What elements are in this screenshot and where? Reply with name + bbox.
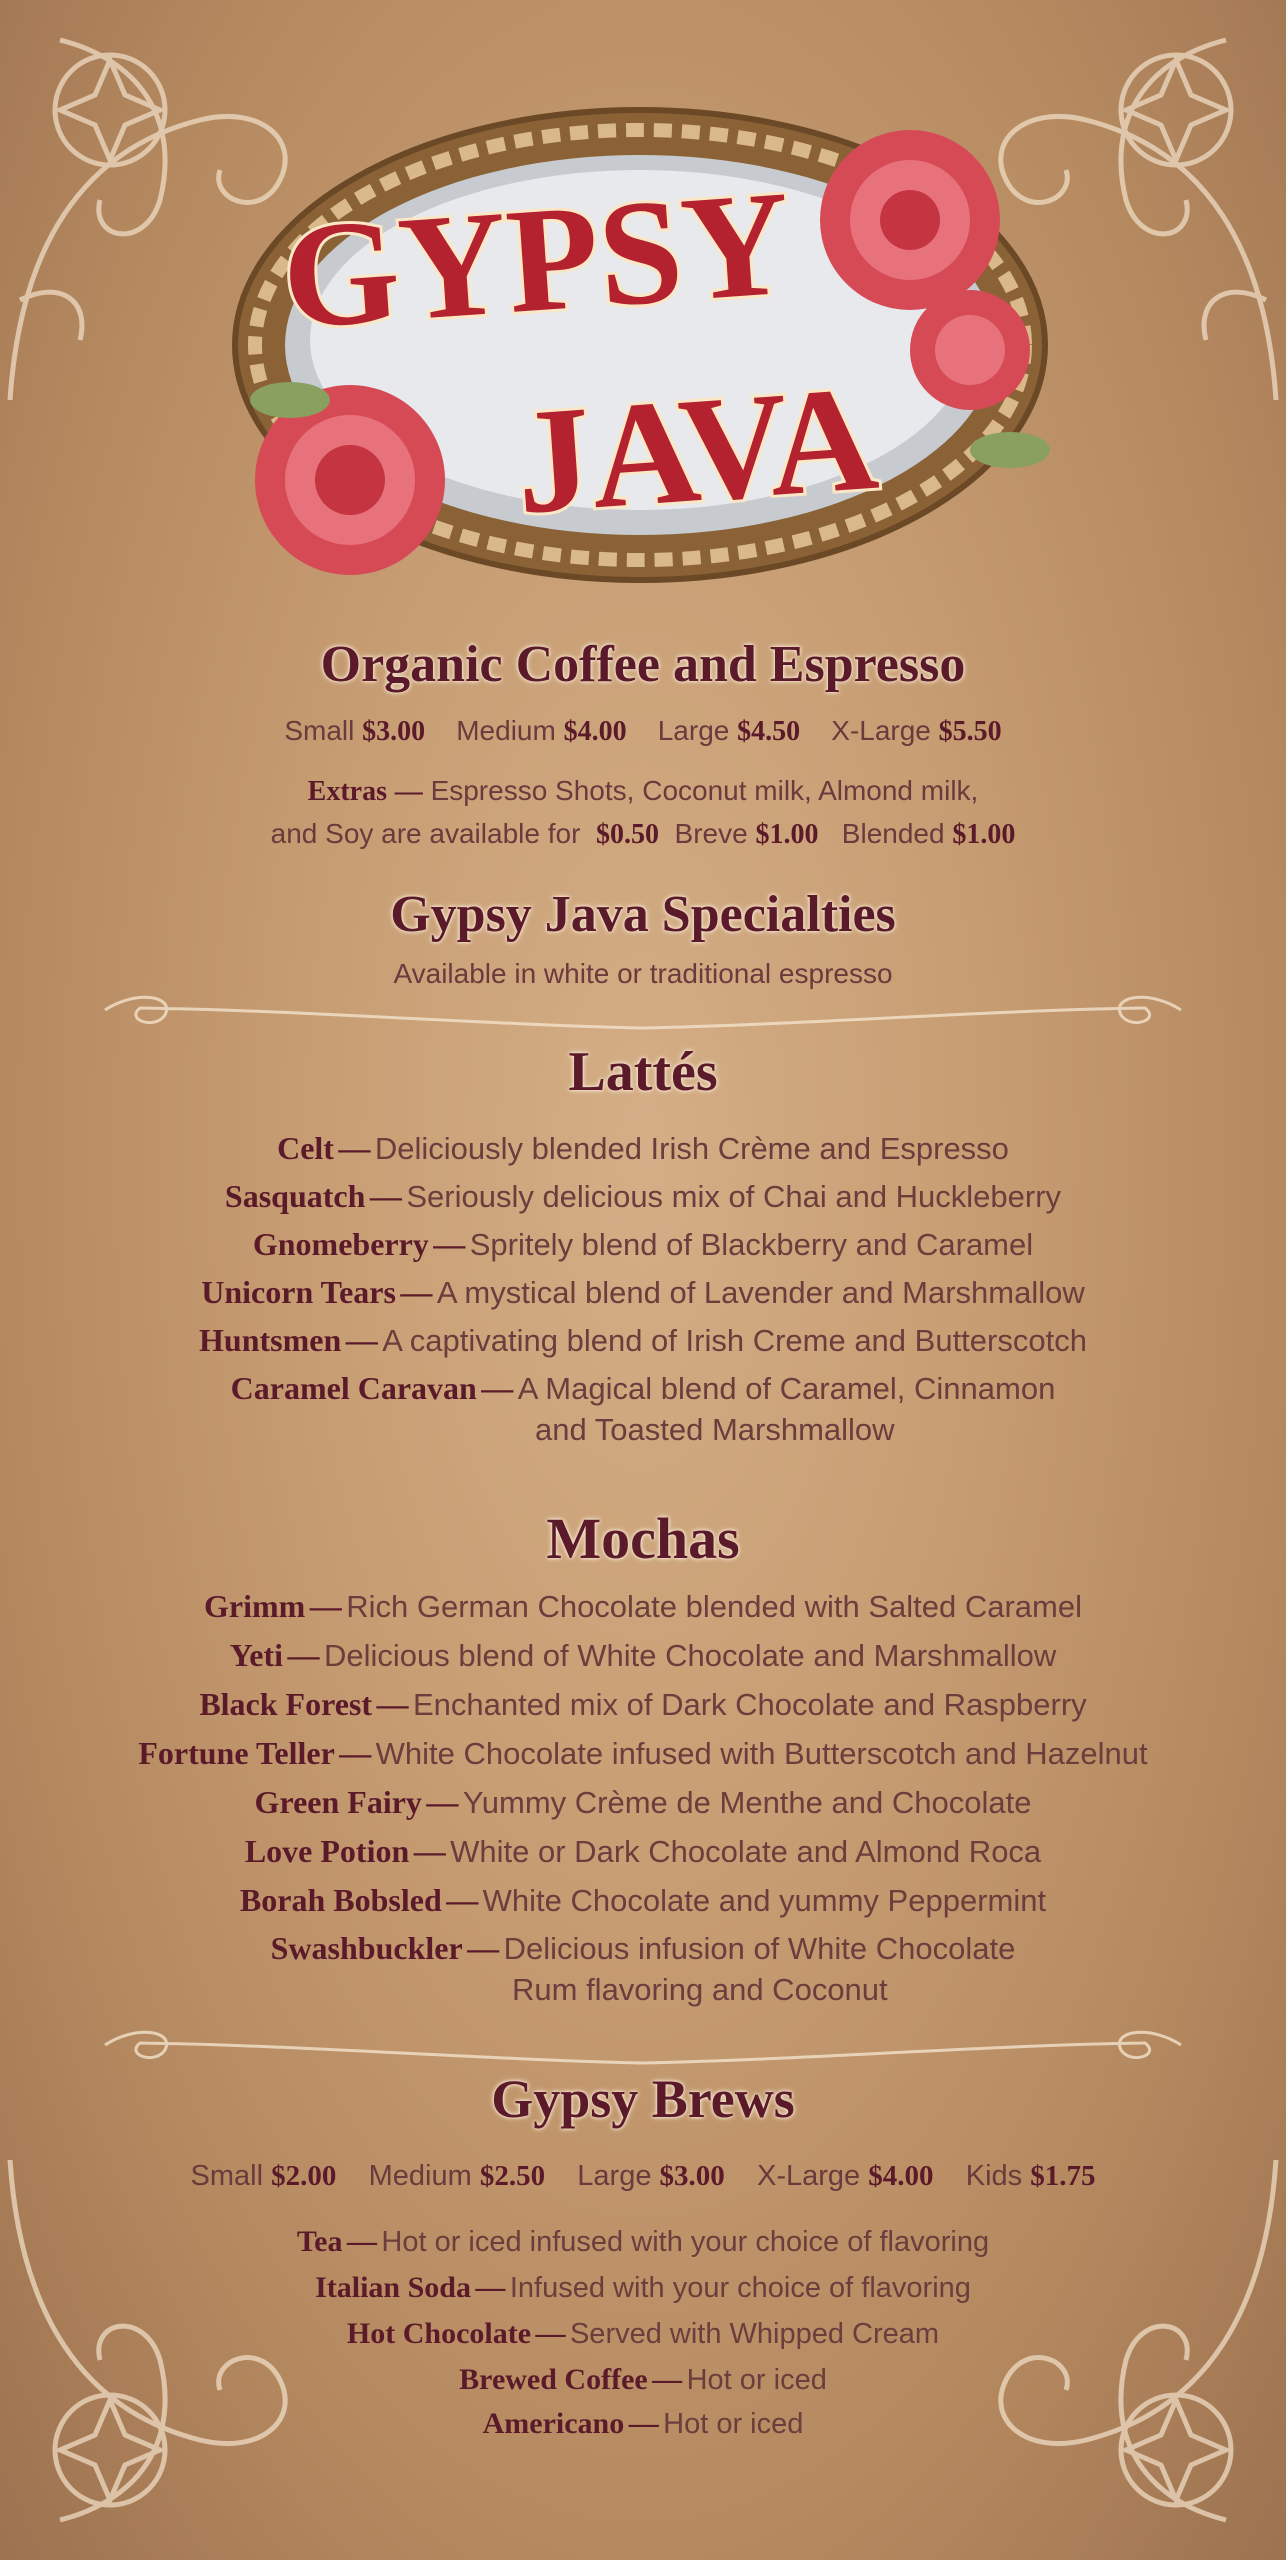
mocha-item: Green Fairy — Yummy Crème de Menthe and Chocolate [254, 1784, 1032, 1820]
gypsy-java-logo [210, 100, 1070, 620]
mocha-item: Swashbuckler — Delicious infusion of White Chocolate [270, 1930, 1016, 1966]
brew-item: Brewed Coffee — Hot or iced [459, 2363, 827, 2396]
coffee-extras-line1: Extras — Espresso Shots, Coconut milk, Almond milk, [307, 775, 979, 807]
lattes-title: Lattés [568, 1041, 718, 1103]
brews-sizes: Small $2.00 Medium $2.50 Large $3.00 X-Large $4.00 Kids $1.75 [190, 2160, 1096, 2192]
latte-item: Huntsmen — A captivating blend of Irish Creme and Butterscotch [199, 1322, 1087, 1358]
mocha-item: Yeti — Delicious blend of White Chocolate and Marshmallow [229, 1637, 1057, 1673]
brew-item: Hot Chocolate — Served with Whipped Cream [346, 2317, 940, 2350]
mocha-item: Grimm — Rich German Chocolate blended with Salted Caramel [204, 1588, 1082, 1624]
latte-item: Sasquatch — Seriously delicious mix of Chai and Huckleberry [224, 1178, 1062, 1214]
mocha-item-continued: Rum flavoring and Coconut [512, 1972, 888, 2007]
latte-item: Celt — Deliciously blended Irish Crème and Espresso [277, 1130, 1009, 1166]
brews-title: Gypsy Brews [491, 2069, 795, 2129]
latte-item: Unicorn Tears — A mystical blend of Lavender and Marshmallow [201, 1274, 1085, 1310]
divider-flourish [95, 990, 1191, 1040]
logo-line1: GYPSY [277, 159, 796, 361]
logo-line2: JAVA [510, 354, 883, 546]
coffee-sizes: Small $3.00 Medium $4.00 Large $4.50 X-Large $5.50 [284, 715, 1002, 747]
specialties-title: Gypsy Java Specialties [390, 886, 896, 943]
latte-item: Caramel Caravan — A Magical blend of Caramel, Cinnamon [230, 1370, 1056, 1406]
mocha-item: Love Potion — White or Dark Chocolate and Almond Roca [244, 1833, 1042, 1869]
brew-item: Italian Soda — Infused with your choice of flavoring [315, 2271, 971, 2304]
coffee-title: Organic Coffee and Espresso [320, 636, 966, 693]
mocha-item: Black Forest — Enchanted mix of Dark Chocolate and Raspberry [199, 1686, 1087, 1722]
brew-item: Americano — Hot or iced [482, 2407, 804, 2440]
specialties-subtitle: Available in white or traditional espresso [393, 958, 893, 989]
mochas-title: Mochas [546, 1506, 740, 1571]
mocha-item: Borah Bobsled — White Chocolate and yummy Peppermint [239, 1882, 1047, 1918]
mocha-item: Fortune Teller — White Chocolate infused with Butterscotch and Hazelnut [138, 1735, 1148, 1771]
coffee-extras-line2: and Soy are available for $0.50 Breve $1.00 Blended $1.00 [270, 818, 1016, 850]
latte-item-continued: and Toasted Marshmallow [535, 1412, 895, 1447]
brew-item: Tea — Hot or iced infused with your choice of flavoring [296, 2225, 990, 2258]
latte-item: Gnomeberry — Spritely blend of Blackberry and Caramel [252, 1226, 1034, 1262]
